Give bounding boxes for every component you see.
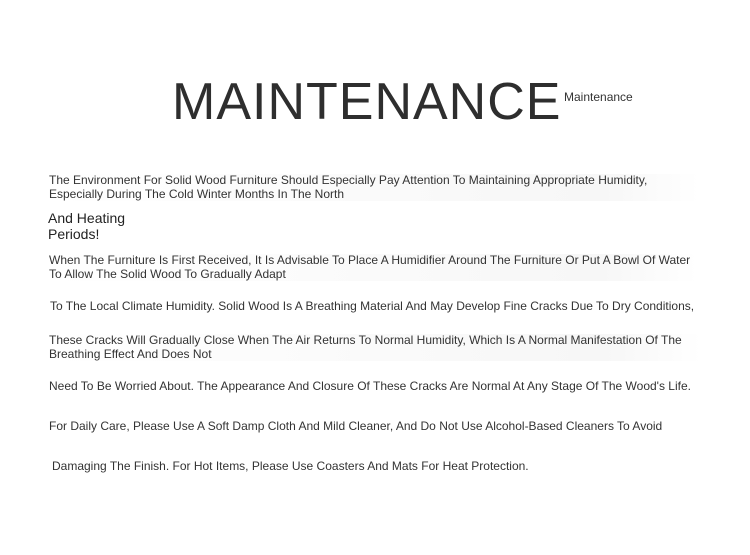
page-title: MAINTENANCE xyxy=(172,73,562,131)
paragraph-cracks-close: These Cracks Will Gradually Close When The Air Returns To Normal Humidity, Which Is A Normal Manifestation Of The Breathing Effect And Does Not xyxy=(49,334,701,361)
page-subtitle: Maintenance xyxy=(564,90,633,104)
paragraph-humidifier: When The Furniture Is First Received, It Is Advisable To Place A Humidifier Around The Furniture Or Put A Bowl Of Water To Allow The Solid Wood To Gradually Adapt xyxy=(49,254,697,281)
paragraph-humidity-intro: The Environment For Solid Wood Furniture Should Especially Pay Attention To Maintaining Appropriate Humidity, Especially During The Cold Winter Months In The North xyxy=(49,174,699,201)
paragraph-cracks-normal: Need To Be Worried About. The Appearance And Closure Of These Cracks Are Normal At Any Stage Of The Wood's Life. xyxy=(49,379,691,393)
section-heading: And Heating Periods! xyxy=(48,210,126,242)
paragraph-local-climate: To The Local Climate Humidity. Solid Wood Is A Breathing Material And May Develop Fine Cracks Due To Dry Conditions, xyxy=(50,299,695,313)
paragraph-heat-protection: Damaging The Finish. For Hot Items, Please Use Coasters And Mats For Heat Protection. xyxy=(52,459,529,473)
paragraph-daily-care: For Daily Care, Please Use A Soft Damp Cloth And Mild Cleaner, And Do Not Use Alcohol-Based Cleaners To Avoid xyxy=(49,419,663,433)
